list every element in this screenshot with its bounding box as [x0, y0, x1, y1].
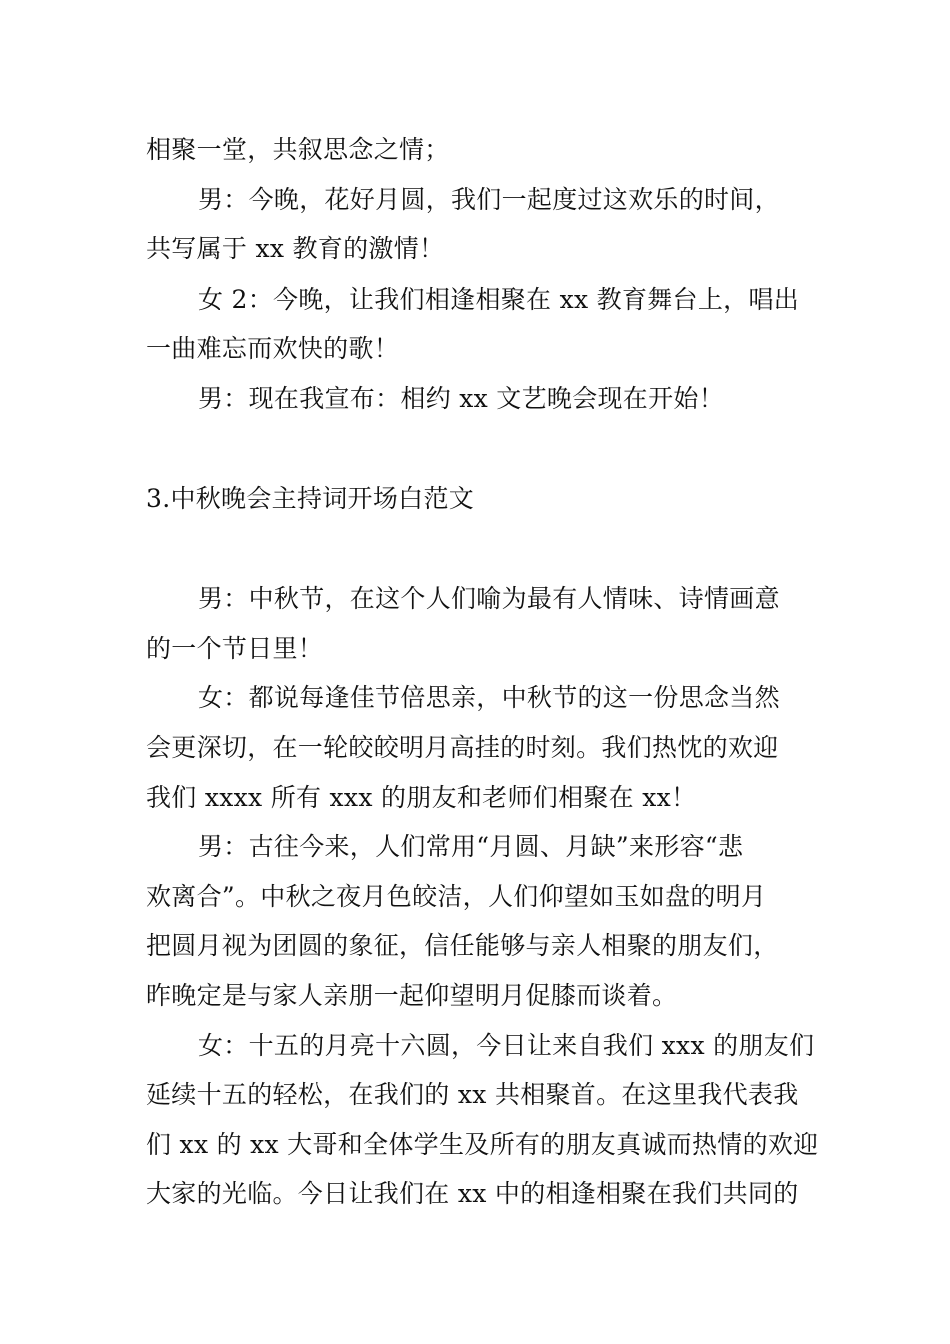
paragraph-line: 女：都说每逢佳节倍思亲，中秋节的这一份思念当然: [198, 683, 780, 712]
paragraph-line: 延续十五的轻松，在我们的 xx 共相聚首。在这里我代表我: [146, 1080, 799, 1109]
paragraph-line: 共写属于 xx 教育的激情！: [146, 234, 445, 263]
paragraph-line: 男：中秋节，在这个人们喻为最有人情味、诗情画意: [198, 584, 780, 613]
paragraph-line: 的一个节日里！: [146, 634, 324, 663]
paragraph-line: 会更深切，在一轮皎皎明月高挂的时刻。我们热忱的欢迎: [146, 733, 779, 762]
paragraph-line: 女 2：今晚，让我们相逢相聚在 xx 教育舞台上，唱出: [198, 285, 800, 314]
paragraph-line: 把圆月视为团圆的象征，信任能够与亲人相聚的朋友们，: [146, 931, 779, 960]
paragraph-line: 男：古往今来，人们常用“月圆、月缺”来形容“悲: [198, 832, 744, 861]
paragraph-line: 女：十五的月亮十六圆，今日让来自我们 xxx 的朋友们: [198, 1031, 815, 1060]
section-heading: 3.中秋晚会主持词开场白范文: [146, 484, 475, 513]
paragraph-line: 一曲难忘而欢快的歌！: [146, 334, 400, 363]
paragraph-line: 男：现在我宣布：相约 xx 文艺晚会现在开始！: [198, 384, 724, 413]
paragraph-line: 大家的光临。今日让我们在 xx 中的相逢相聚在我们共同的: [146, 1179, 799, 1208]
paragraph-line: 昨晚定是与家人亲朋一起仰望明月促膝而谈着。: [146, 981, 678, 1010]
paragraph-line: 欢离合”。中秋之夜月色皎洁，人们仰望如玉如盘的明月: [146, 882, 767, 911]
paragraph-line: 们 xx 的 xx 大哥和全体学生及所有的朋友真诚而热情的欢迎: [146, 1130, 819, 1159]
paragraph-line: 相聚一堂，共叙思念之情；: [146, 135, 450, 164]
paragraph-line: 我们 xxxx 所有 xxx 的朋友和老师们相聚在 xx！: [146, 783, 697, 812]
paragraph-line: 男：今晚，花好月圆，我们一起度过这欢乐的时间，: [198, 185, 780, 214]
